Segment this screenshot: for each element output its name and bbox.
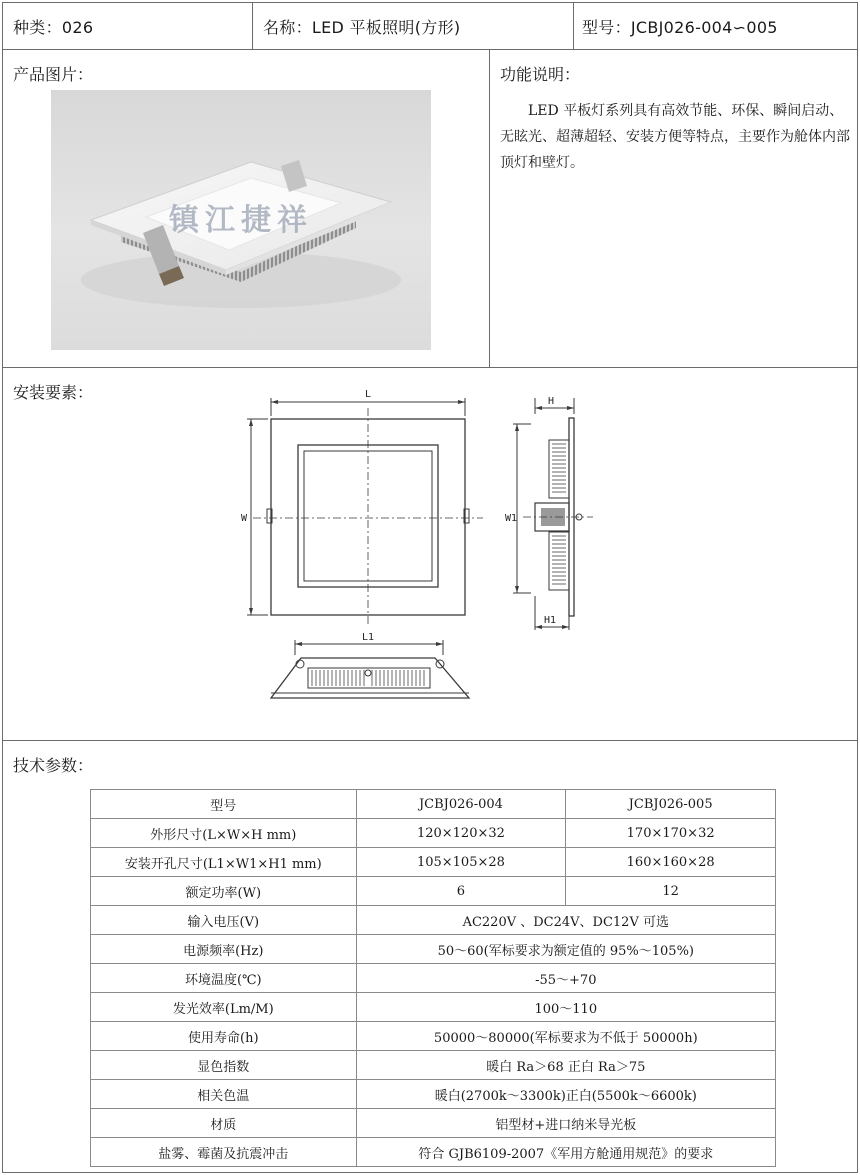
dim-label-W1: W1	[505, 513, 518, 524]
led-panel-illustration	[51, 90, 431, 350]
spec-key: 型号	[91, 790, 357, 819]
dim-label-L: L	[365, 389, 372, 400]
spec-value: AC220V 、DC24V、DC12V 可选	[356, 906, 775, 935]
header-row	[3, 3, 857, 50]
spec-row	[91, 1051, 776, 1080]
spec-value: 170×170×32	[566, 819, 776, 848]
spec-row	[91, 1138, 776, 1167]
product-section	[3, 50, 857, 368]
dim-label-W: W	[241, 513, 248, 524]
photo-watermark: 镇江捷祥	[169, 203, 313, 238]
spec-value: 160×160×28	[566, 848, 776, 877]
spec-key: 相关色温	[91, 1080, 357, 1109]
spec-value: 120×120×32	[356, 819, 566, 848]
spec-row	[91, 819, 776, 848]
category-cell: 种类：026	[3, 3, 253, 49]
product-image-label: 产品图片：	[13, 65, 94, 84]
spec-value: 暖白(2700k～3300k)正白(5500k～6600k)	[356, 1080, 775, 1109]
spec-key: 显色指数	[91, 1051, 357, 1080]
spec-row	[91, 790, 776, 819]
dim-label-L1: L1	[362, 632, 375, 643]
spec-row	[91, 906, 776, 935]
model-cell: 型号：JCBJ026-004∽005	[582, 17, 778, 37]
spec-row	[91, 877, 776, 906]
spec-value: JCBJ026-004	[356, 790, 566, 819]
spec-key: 发光效率(Lm/M)	[91, 993, 357, 1022]
spec-value: 105×105×28	[356, 848, 566, 877]
spec-value: 6	[356, 877, 566, 906]
spec-value: 50～60(军标要求为额定值的 95%～105%)	[356, 935, 775, 964]
spec-row	[91, 1022, 776, 1051]
product-name-cell: 名称：LED 平板照明(方形)	[253, 3, 574, 49]
spec-row	[91, 848, 776, 877]
spec-key: 输入电压(V)	[91, 906, 357, 935]
function-description: LED 平板灯系列具有高效节能、环保、瞬间启动、无眩光、超薄超轻、安装方便等特点，主要作为舱体内部顶灯和壁灯。	[500, 103, 850, 171]
spec-key: 电源频率(Hz)	[91, 935, 357, 964]
spec-row	[91, 964, 776, 993]
spec-value: 12	[566, 877, 776, 906]
spec-row	[91, 993, 776, 1022]
spec-key: 材质	[91, 1109, 357, 1138]
spec-value: 暖白 Ra＞68 正白 Ra＞75	[356, 1051, 775, 1080]
dim-label-H: H	[548, 396, 555, 407]
product-photo	[51, 90, 431, 350]
spec-key: 额定功率(W)	[91, 877, 357, 906]
installation-drawing	[3, 368, 859, 741]
spec-row	[91, 1080, 776, 1109]
spec-key: 盐雾、霉菌及抗震冲击	[91, 1138, 357, 1167]
product-image-panel	[3, 50, 490, 367]
spec-value: 100～110	[356, 993, 775, 1022]
spec-value: 铝型材+进口纳米导光板	[356, 1109, 775, 1138]
spec-value: 50000～80000(军标要求为不低于 50000h)	[356, 1022, 775, 1051]
tech-label: 技术参数：	[13, 756, 94, 775]
spec-row	[91, 1109, 776, 1138]
dim-label-H1: H1	[544, 615, 557, 626]
installation-label: 安装要素：	[13, 383, 94, 402]
spec-key: 使用寿命(h)	[91, 1022, 357, 1051]
spec-row	[91, 935, 776, 964]
spec-table	[90, 789, 776, 1167]
spec-value: JCBJ026-005	[566, 790, 776, 819]
installation-section	[3, 368, 857, 741]
spec-key: 环境温度(℃)	[91, 964, 357, 993]
spec-value: 符合 GJB6109-2007《军用方舱通用规范》的要求	[356, 1138, 775, 1167]
spec-key: 外形尺寸(L×W×H mm)	[91, 819, 357, 848]
function-label: 功能说明：	[500, 65, 581, 84]
tech-section	[3, 741, 857, 1174]
spec-value: -55～+70	[356, 964, 775, 993]
spec-sheet	[2, 2, 858, 1173]
spec-key: 安装开孔尺寸(L1×W1×H1 mm)	[91, 848, 357, 877]
